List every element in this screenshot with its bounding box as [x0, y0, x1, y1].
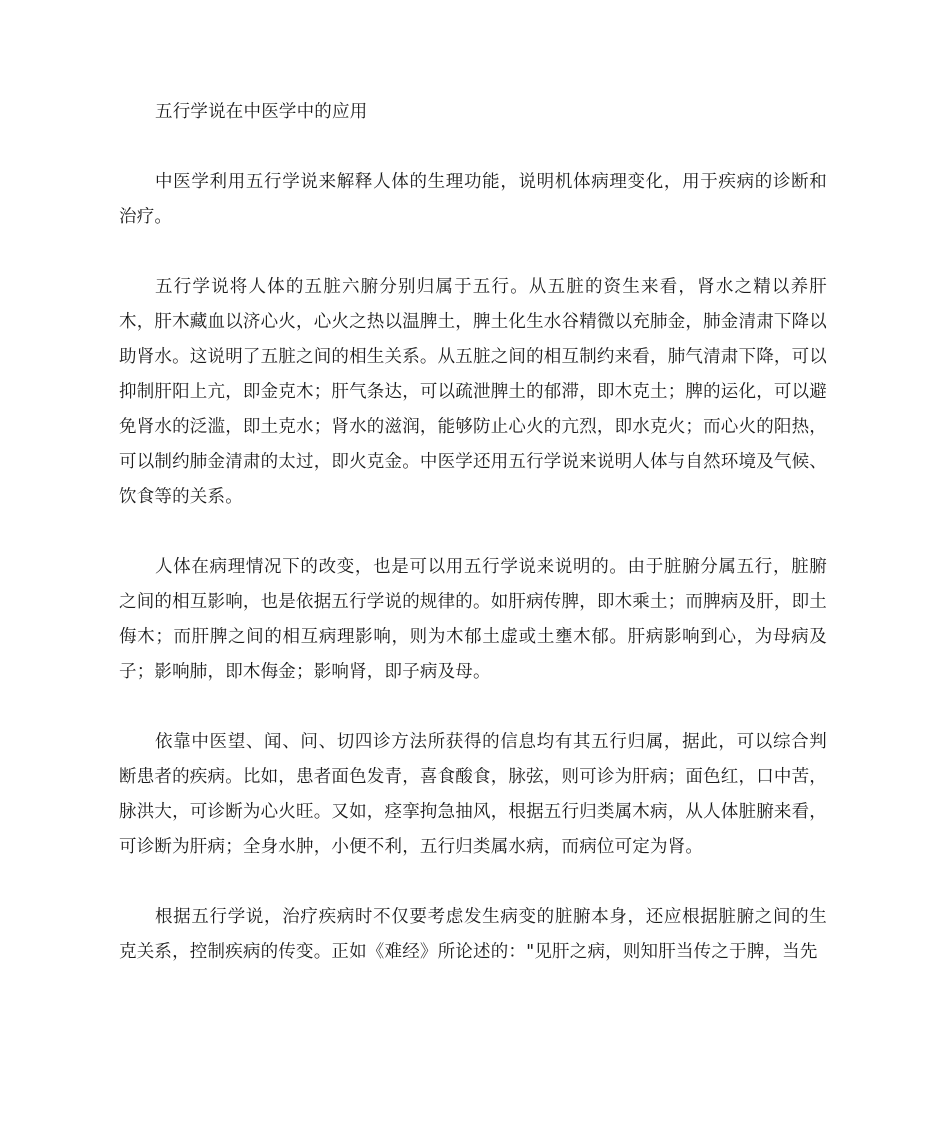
paragraph-diagnosis: 依靠中医望、闻、问、切四诊方法所获得的信息均有其五行归属，据此，可以综合判断患者的疾病。比如，患者面色发青，喜食酸食，脉弦，则可诊为肝病；面色红，口中苦，脉洪大，可诊断为心火旺。又如，痉挛拘急抽风，根据五行归类属木病，从人体脏腑来看，可诊断为肝病；全身水肿，小便不利，五行归类属水病，而病位可定为肾。	[119, 732, 827, 857]
paragraph-intro: 中医学利用五行学说来解释人体的生理功能，说明机体病理变化，用于疾病的诊断和治疗。	[119, 172, 827, 227]
document-body	[119, 95, 827, 970]
paragraph-treatment: 根据五行学说，治疗疾病时不仅要考虑发生病变的脏腑本身，还应根据脏腑之间的生克关系，控制疾病的传变。正如《难经》所论述的："见肝之病，则知肝当传之于脾，当先	[119, 907, 827, 962]
page-title: 五行学说在中医学中的应用	[155, 102, 368, 122]
paragraph-five-organs: 五行学说将人体的五脏六腑分别归属于五行。从五脏的资生来看，肾水之精以养肝木，肝木藏血以济心火，心火之热以温脾土，脾土化生水谷精微以充肺金，肺金清肃下降以助肾水。这说明了五脏之间的相生关系。从五脏之间的相互制约来看，肺气清肃下降，可以抑制肝阳上亢，即金克木；肝气条达，可以疏泄脾土的郁滞，即木克土；脾的运化，可以避免肾水的泛滥，即土克水；肾水的滋润，能够防止心火的亢烈，即水克火；而心火的阳热，可以制约肺金清肃的太过，即火克金。中医学还用五行学说来说明人体与自然环境及气候、饮食等的关系。	[119, 277, 827, 507]
paragraph-pathology: 人体在病理情况下的改变，也是可以用五行学说来说明的。由于脏腑分属五行，脏腑之间的相互影响，也是依据五行学说的规律的。如肝病传脾，即木乘土；而脾病及肝，即土侮木；而肝脾之间的相互病理影响，则为木郁土虚或土壅木郁。肝病影响到心，为母病及子；影响肺，即木侮金；影响肾，即子病及母。	[119, 557, 827, 682]
